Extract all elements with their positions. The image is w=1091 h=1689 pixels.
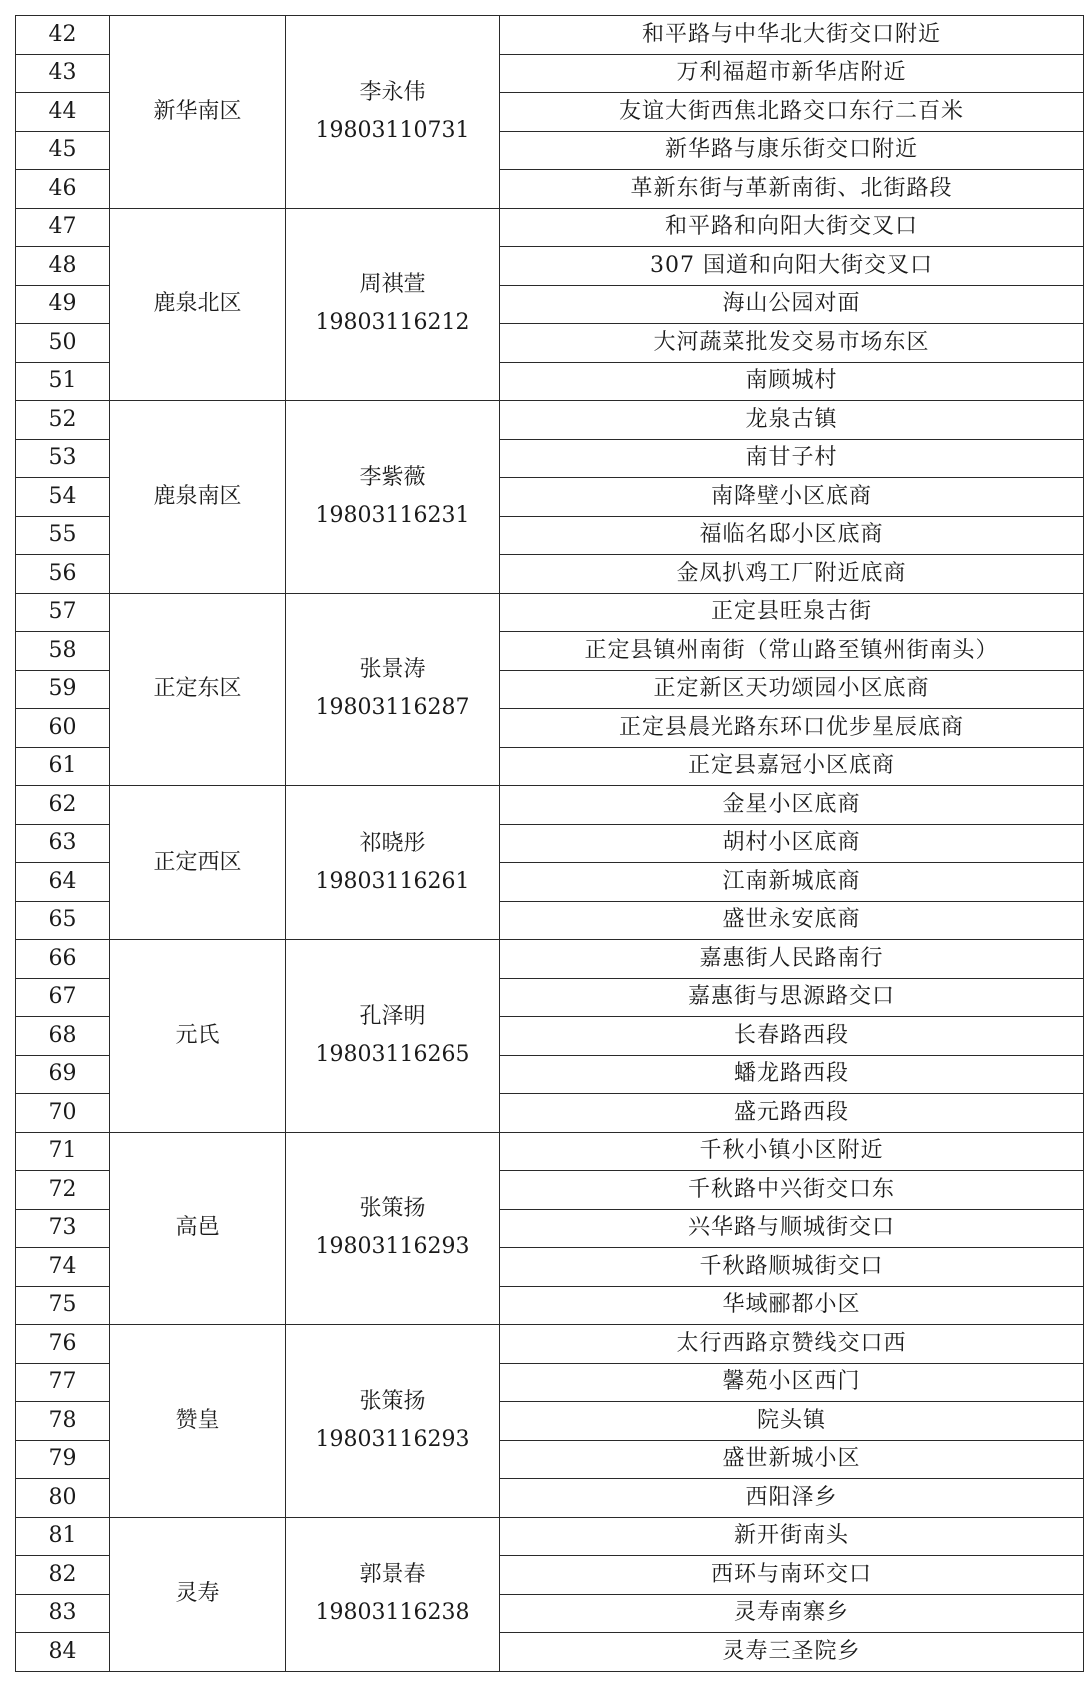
location-cell: 金星小区底商 bbox=[500, 786, 1084, 825]
location-cell: 千秋小镇小区附近 bbox=[500, 1132, 1084, 1171]
location-cell: 南甘子村 bbox=[500, 439, 1084, 478]
contact-cell bbox=[286, 1517, 500, 1671]
location-cell: 307 国道和向阳大街交叉口 bbox=[500, 247, 1084, 286]
area-cell: 灵寿 bbox=[110, 1517, 286, 1671]
location-cell: 大河蔬菜批发交易市场东区 bbox=[500, 324, 1084, 363]
location-cell: 胡村小区底商 bbox=[500, 824, 1084, 863]
row-number-cell: 58 bbox=[16, 632, 110, 671]
table-row bbox=[16, 593, 1084, 632]
contact-name: 李紫薇 bbox=[359, 464, 426, 490]
location-cell: 蟠龙路西段 bbox=[500, 1055, 1084, 1094]
location-cell: 海山公园对面 bbox=[500, 285, 1084, 324]
row-number-cell: 71 bbox=[16, 1132, 110, 1171]
contact-cell bbox=[286, 208, 500, 401]
contact-name: 张策扬 bbox=[359, 1196, 426, 1222]
table-row bbox=[16, 208, 1084, 247]
location-cell: 正定县镇州南街（常山路至镇州街南头） bbox=[500, 632, 1084, 671]
location-cell: 革新东街与革新南街、北街路段 bbox=[500, 170, 1084, 209]
contact-cell bbox=[286, 940, 500, 1133]
area-cell: 新华南区 bbox=[110, 16, 286, 209]
location-cell: 金凤扒鸡工厂附近底商 bbox=[500, 555, 1084, 594]
contact-phone: 19803116293 bbox=[315, 1426, 470, 1452]
row-number-cell: 77 bbox=[16, 1363, 110, 1402]
row-number-cell: 83 bbox=[16, 1594, 110, 1633]
table-row bbox=[16, 940, 1084, 979]
location-cell: 灵寿南寨乡 bbox=[500, 1594, 1084, 1633]
location-cell: 嘉惠街人民路南行 bbox=[500, 940, 1084, 979]
contact-cell bbox=[286, 786, 500, 940]
table-row bbox=[16, 1132, 1084, 1171]
row-number-cell: 50 bbox=[16, 324, 110, 363]
row-number-cell: 52 bbox=[16, 401, 110, 440]
location-cell: 盛世永安底商 bbox=[500, 901, 1084, 940]
area-cell: 赞皇 bbox=[110, 1325, 286, 1518]
row-number-cell: 53 bbox=[16, 439, 110, 478]
location-cell: 嘉惠街与思源路交口 bbox=[500, 978, 1084, 1017]
location-cell: 江南新城底商 bbox=[500, 863, 1084, 902]
row-number-cell: 75 bbox=[16, 1286, 110, 1325]
row-number-cell: 76 bbox=[16, 1325, 110, 1364]
contact-name: 张景涛 bbox=[359, 657, 426, 683]
row-number-cell: 47 bbox=[16, 208, 110, 247]
location-cell: 新华路与康乐街交口附近 bbox=[500, 131, 1084, 170]
location-cell: 正定县旺泉古街 bbox=[500, 593, 1084, 632]
row-number-cell: 43 bbox=[16, 54, 110, 93]
contact-cell bbox=[286, 16, 500, 209]
table-row bbox=[16, 786, 1084, 825]
row-number-cell: 67 bbox=[16, 978, 110, 1017]
contact-phone: 19803116231 bbox=[315, 502, 470, 528]
table-row bbox=[16, 16, 1084, 55]
location-cell: 南顾城村 bbox=[500, 362, 1084, 401]
location-cell: 和平路和向阳大街交叉口 bbox=[500, 208, 1084, 247]
row-number-cell: 55 bbox=[16, 516, 110, 555]
contact-cell bbox=[286, 401, 500, 594]
contact-cell bbox=[286, 1132, 500, 1325]
location-cell: 和平路与中华北大街交口附近 bbox=[500, 16, 1084, 55]
area-cell: 正定东区 bbox=[110, 593, 286, 786]
contact-name: 李永伟 bbox=[359, 79, 426, 105]
location-cell: 千秋路中兴街交口东 bbox=[500, 1171, 1084, 1210]
row-number-cell: 63 bbox=[16, 824, 110, 863]
row-number-cell: 84 bbox=[16, 1633, 110, 1672]
row-number-cell: 69 bbox=[16, 1055, 110, 1094]
location-cell: 西环与南环交口 bbox=[500, 1556, 1084, 1595]
row-number-cell: 68 bbox=[16, 1017, 110, 1056]
table-row bbox=[16, 401, 1084, 440]
location-cell: 院头镇 bbox=[500, 1402, 1084, 1441]
row-number-cell: 61 bbox=[16, 747, 110, 786]
row-number-cell: 42 bbox=[16, 16, 110, 55]
row-number-cell: 70 bbox=[16, 1094, 110, 1133]
row-number-cell: 44 bbox=[16, 93, 110, 132]
location-cell: 盛元路西段 bbox=[500, 1094, 1084, 1133]
row-number-cell: 60 bbox=[16, 709, 110, 748]
contact-phone: 19803116261 bbox=[315, 868, 470, 894]
row-number-cell: 56 bbox=[16, 555, 110, 594]
location-cell: 万利福超市新华店附近 bbox=[500, 54, 1084, 93]
row-number-cell: 81 bbox=[16, 1517, 110, 1556]
location-cell: 南降壁小区底商 bbox=[500, 478, 1084, 517]
area-cell: 鹿泉南区 bbox=[110, 401, 286, 594]
contact-name: 孔泽明 bbox=[359, 1003, 426, 1029]
row-number-cell: 46 bbox=[16, 170, 110, 209]
contact-phone: 19803116238 bbox=[315, 1600, 470, 1625]
contact-phone: 19803116287 bbox=[315, 695, 470, 721]
row-number-cell: 45 bbox=[16, 131, 110, 170]
location-cell: 西阳泽乡 bbox=[500, 1479, 1084, 1518]
location-cell: 盛世新城小区 bbox=[500, 1440, 1084, 1479]
contact-name: 郭景春 bbox=[359, 1562, 426, 1587]
location-cell: 正定县晨光路东环口优步星辰底商 bbox=[500, 709, 1084, 748]
location-cell: 千秋路顺城街交口 bbox=[500, 1248, 1084, 1287]
area-cell: 正定西区 bbox=[110, 786, 286, 940]
contact-name: 祁晓彤 bbox=[359, 830, 426, 856]
location-cell: 兴华路与顺城街交口 bbox=[500, 1209, 1084, 1248]
table-row bbox=[16, 1325, 1084, 1364]
row-number-cell: 78 bbox=[16, 1402, 110, 1441]
row-number-cell: 82 bbox=[16, 1556, 110, 1595]
contact-phone: 19803116293 bbox=[315, 1234, 470, 1260]
location-cell: 福临名邸小区底商 bbox=[500, 516, 1084, 555]
area-cell: 元氏 bbox=[110, 940, 286, 1133]
row-number-cell: 51 bbox=[16, 362, 110, 401]
row-number-cell: 80 bbox=[16, 1479, 110, 1518]
location-cell: 长春路西段 bbox=[500, 1017, 1084, 1056]
table-row bbox=[16, 1517, 1084, 1556]
contact-phone: 19803116265 bbox=[315, 1041, 470, 1067]
location-cell: 馨苑小区西门 bbox=[500, 1363, 1084, 1402]
area-cell: 鹿泉北区 bbox=[110, 208, 286, 401]
row-number-cell: 57 bbox=[16, 593, 110, 632]
contact-name: 周祺萱 bbox=[359, 272, 426, 298]
area-cell: 高邑 bbox=[110, 1132, 286, 1325]
row-number-cell: 48 bbox=[16, 247, 110, 286]
location-cell: 正定新区天功颂园小区底商 bbox=[500, 670, 1084, 709]
row-number-cell: 62 bbox=[16, 786, 110, 825]
location-cell: 太行西路京赞线交口西 bbox=[500, 1325, 1084, 1364]
row-number-cell: 49 bbox=[16, 285, 110, 324]
contact-cell bbox=[286, 1325, 500, 1518]
contact-name: 张策扬 bbox=[359, 1388, 426, 1414]
row-number-cell: 66 bbox=[16, 940, 110, 979]
row-number-cell: 74 bbox=[16, 1248, 110, 1287]
contact-phone: 19803110731 bbox=[315, 117, 470, 143]
location-cell: 华域郦都小区 bbox=[500, 1286, 1084, 1325]
contact-cell bbox=[286, 593, 500, 786]
row-number-cell: 59 bbox=[16, 670, 110, 709]
row-number-cell: 73 bbox=[16, 1209, 110, 1248]
location-cell: 友谊大街西焦北路交口东行二百米 bbox=[500, 93, 1084, 132]
location-cell: 正定县嘉冠小区底商 bbox=[500, 747, 1084, 786]
location-cell: 灵寿三圣院乡 bbox=[500, 1633, 1084, 1672]
row-number-cell: 65 bbox=[16, 901, 110, 940]
location-roster-table bbox=[15, 15, 1084, 1672]
row-number-cell: 79 bbox=[16, 1440, 110, 1479]
location-cell: 龙泉古镇 bbox=[500, 401, 1084, 440]
location-cell: 新开街南头 bbox=[500, 1517, 1084, 1556]
row-number-cell: 72 bbox=[16, 1171, 110, 1210]
contact-phone: 19803116212 bbox=[315, 310, 470, 336]
row-number-cell: 54 bbox=[16, 478, 110, 517]
row-number-cell: 64 bbox=[16, 863, 110, 902]
roster-body bbox=[16, 16, 1084, 1672]
